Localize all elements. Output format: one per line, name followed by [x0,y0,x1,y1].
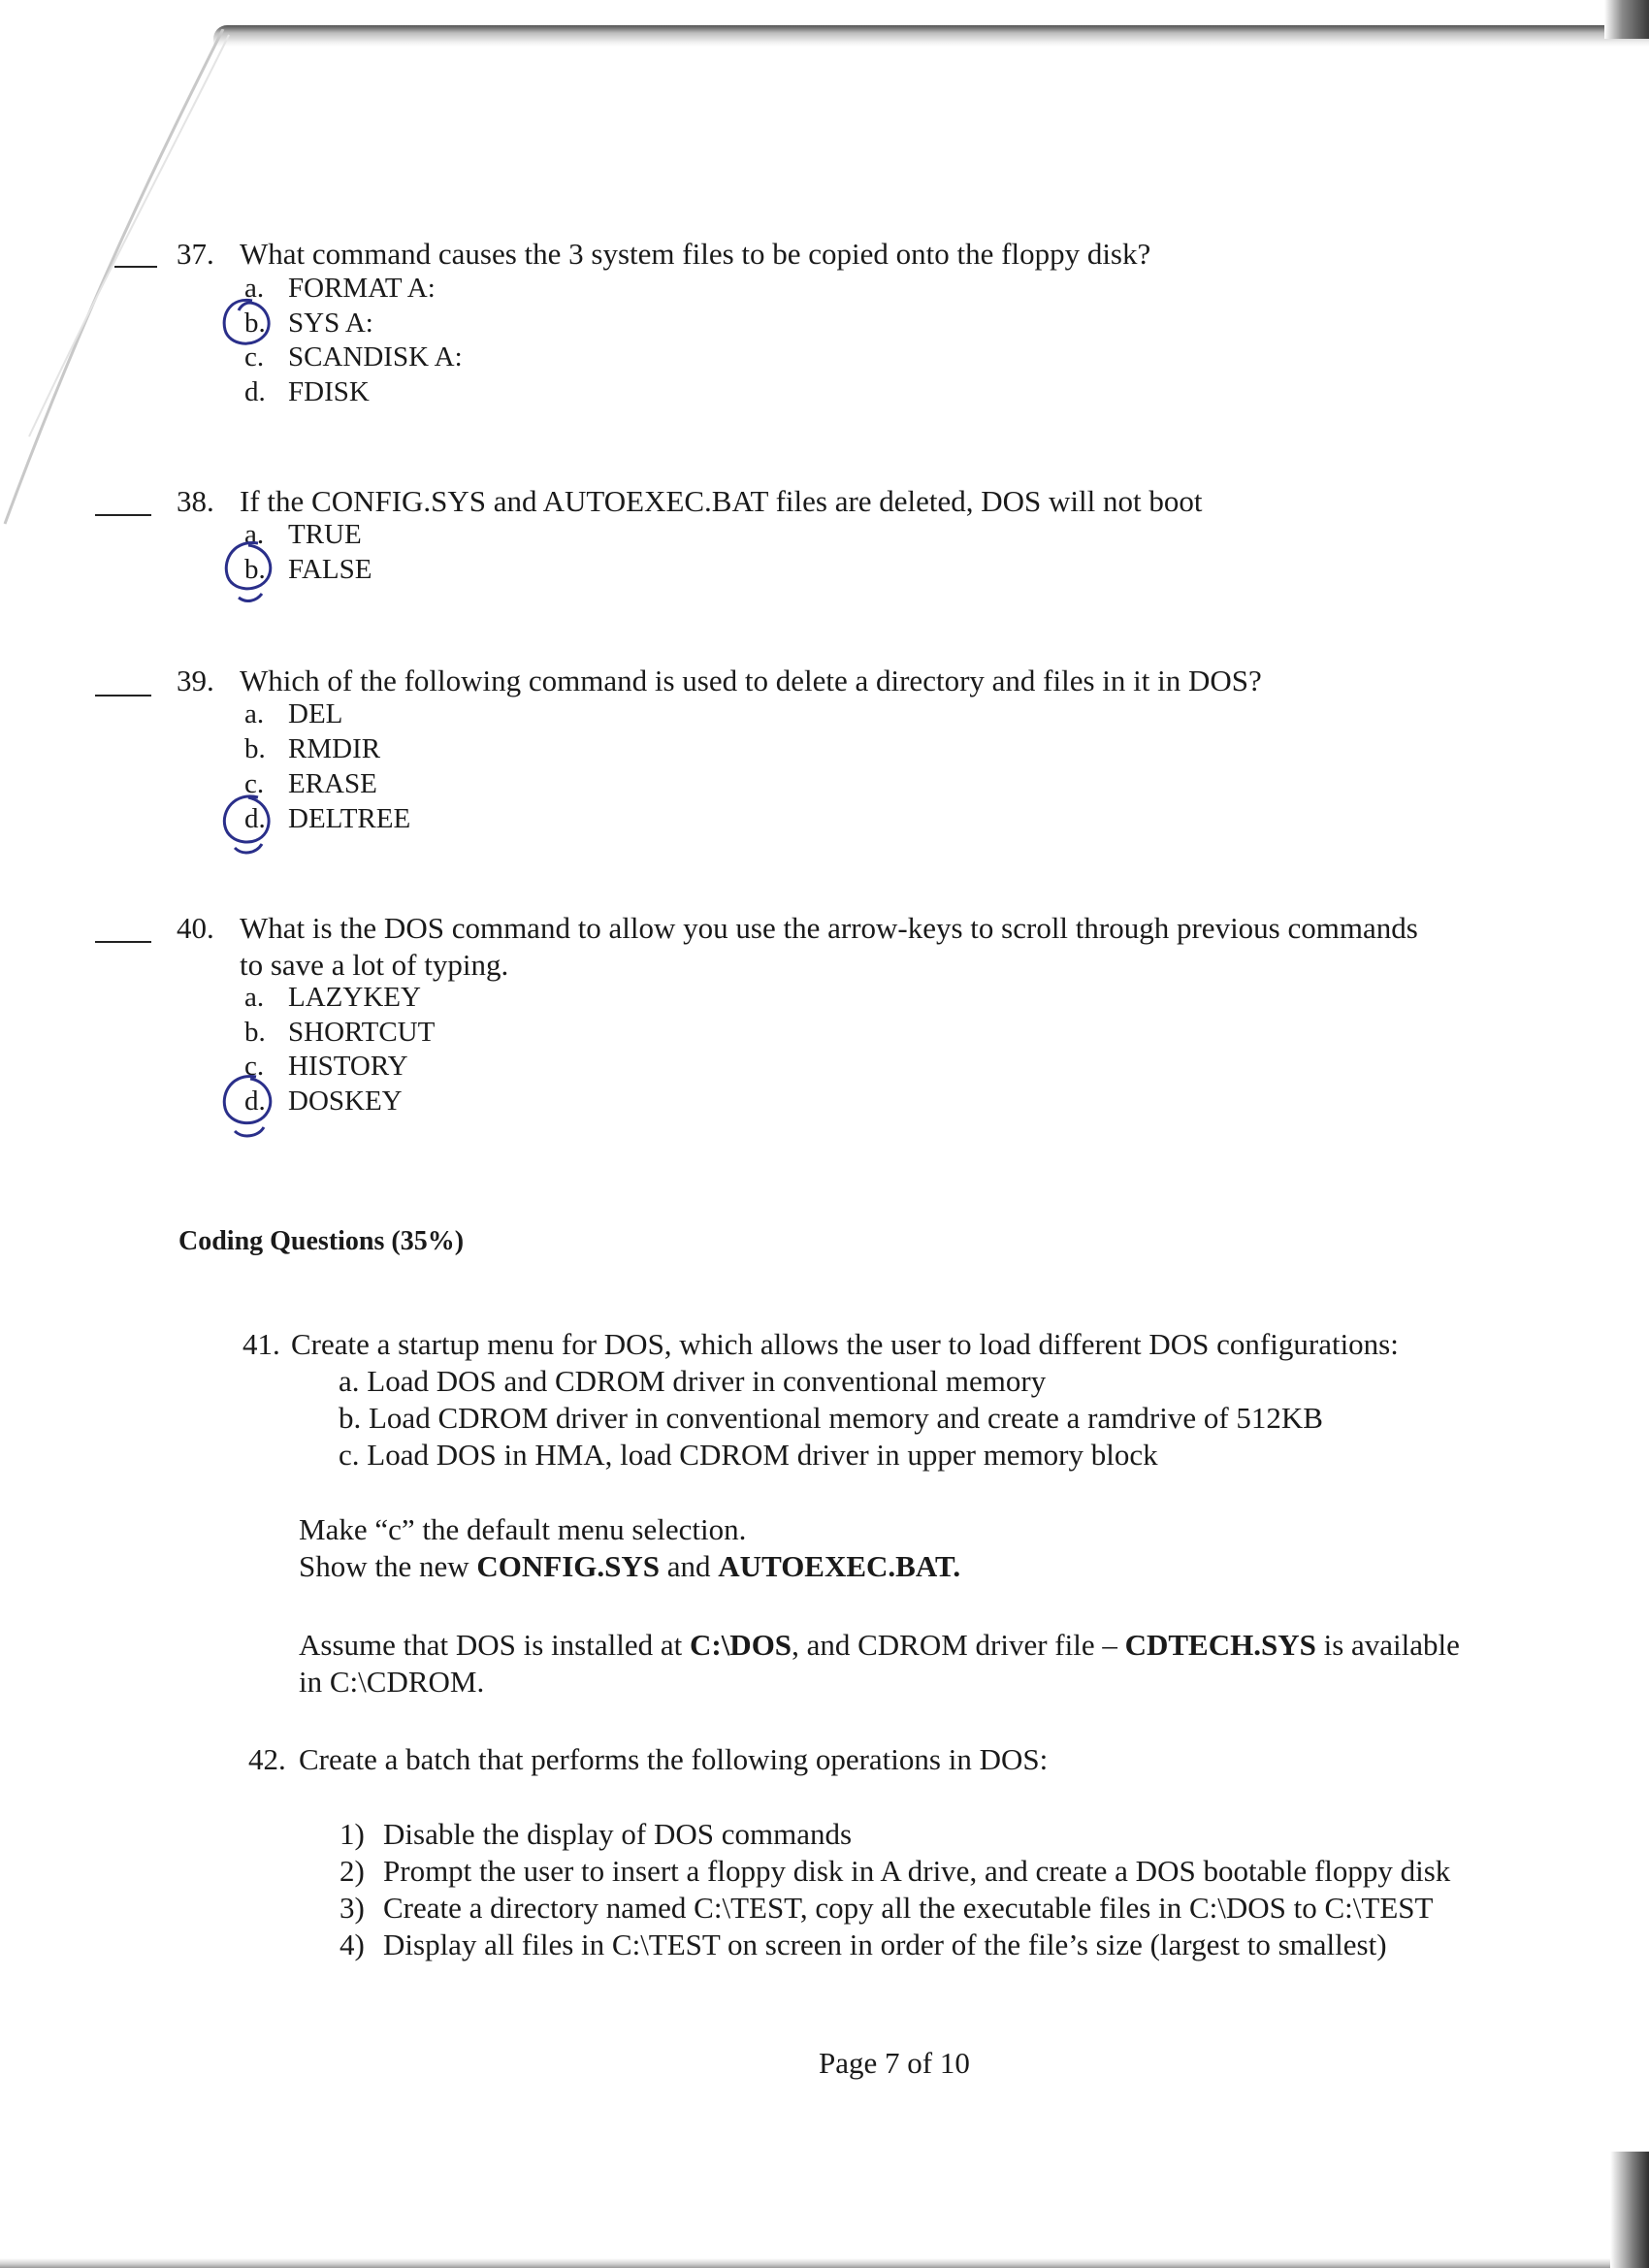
option-text: DELTREE [288,803,411,834]
q41-driver-file: CDTECH.SYS [1124,1628,1316,1662]
question-number-39: 39. [177,664,214,697]
q42-step-number: 1) [340,1817,365,1851]
q41-assume-line [299,1628,1460,1663]
option-letter: c. [244,341,265,373]
q42-step-number: 4) [340,1928,365,1961]
option-letter: b. [244,554,266,585]
q41-item-a: a. Load DOS and CDROM driver in conventional memory [339,1364,1047,1398]
option-letter: a. [244,698,265,729]
q41-assume-suffix: is available [1315,1628,1460,1662]
question-text-37: What command causes the 3 system files to be copied onto the floppy disk? [240,237,1151,271]
q41-show-and: and [660,1549,719,1583]
option-letter: c. [244,1051,265,1082]
question-number-40: 40. [177,911,214,945]
option-text: FALSE [288,554,372,585]
option-letter: c. [244,768,265,799]
question-number-38: 38. [177,484,214,518]
option-letter: a. [244,982,265,1013]
option-text: DOSKEY [288,1085,403,1117]
q42-step-text: Create a directory named C:\TEST, copy all the executable files in C:\DOS to C:\TEST [383,1891,1434,1925]
option-letter: b. [244,1017,266,1048]
question-text-39: Which of the following command is used to delete a directory and files in it in DOS? [240,664,1262,697]
option-letter: a. [244,519,265,550]
scan-bottom-edge [0,2258,1649,2268]
question-number-41: 41. [242,1327,280,1361]
option-text: DEL [288,698,343,729]
question-number-37: 37. [177,237,214,271]
q41-assume-line2: in C:\CDROM. [299,1665,485,1699]
question-text-40-line2: to save a lot of typing. [240,948,509,982]
option-letter: b. [244,308,266,339]
answer-blank-40[interactable] [95,941,151,943]
scan-bottom-corner [1610,2152,1649,2268]
option-text: FORMAT A: [288,273,436,304]
question-number-42: 42. [248,1742,286,1776]
q41-item-b: b. Load CDROM driver in conventional memory and create a ramdrive of 512KB [339,1401,1323,1435]
answer-blank-37[interactable] [114,266,157,268]
q41-show-prefix: Show the new [299,1549,477,1583]
section-title-coding: Coding Questions (35%) [178,1226,465,1256]
scan-corner-shadow [1604,0,1649,39]
q41-item-c: c. Load DOS in HMA, load CDROM driver in upper memory block [339,1438,1158,1472]
q42-step-text: Display all files in C:\TEST on screen in order of the file’s size (largest to smallest) [383,1928,1387,1961]
option-text: FDISK [288,376,370,407]
option-text: LAZYKEY [288,982,421,1013]
question-text-41: Create a startup menu for DOS, which allows the user to load different DOS configurations: [291,1327,1399,1361]
q41-assume-mid: , and CDROM driver file – [792,1628,1125,1662]
q41-assume-prefix: Assume that DOS is installed at [299,1628,690,1662]
option-letter: d. [244,1085,266,1117]
question-text-40-line1: What is the DOS command to allow you use the arrow-keys to scroll through previous commands [240,911,1418,945]
option-letter: a. [244,273,265,304]
question-text-42: Create a batch that performs the following operations in DOS: [299,1742,1049,1776]
q41-autoexec-bat: AUTOEXEC.BAT. [718,1549,961,1583]
option-text: SYS A: [288,308,373,339]
option-letter: d. [244,803,266,834]
q41-dos-path: C:\DOS [689,1628,792,1662]
option-letter: b. [244,733,266,764]
q41-show-line [299,1549,960,1584]
page-number: Page 7 of 10 [819,2046,970,2080]
q42-step-text: Prompt the user to insert a floppy disk in A drive, and create a DOS bootable floppy disk [383,1854,1451,1888]
scan-top-edge [213,25,1649,47]
option-text: ERASE [288,768,377,799]
page-fold-line [0,29,233,534]
option-text: HISTORY [288,1051,408,1082]
q42-step-number: 3) [340,1891,365,1925]
answer-blank-39[interactable] [95,695,151,697]
option-text: SCANDISK A: [288,341,463,373]
q41-config-sys: CONFIG.SYS [476,1549,661,1583]
option-text: TRUE [288,519,362,550]
question-text-38: If the CONFIG.SYS and AUTOEXEC.BAT files are deleted, DOS will not boot [240,484,1203,518]
answer-blank-38[interactable] [95,514,151,516]
option-text: RMDIR [288,733,381,764]
q41-default-note: Make “c” the default menu selection. [299,1512,747,1546]
option-text: SHORTCUT [288,1017,436,1048]
q42-step-number: 2) [340,1854,365,1888]
option-letter: d. [244,376,266,407]
q42-step-text: Disable the display of DOS commands [383,1817,853,1851]
